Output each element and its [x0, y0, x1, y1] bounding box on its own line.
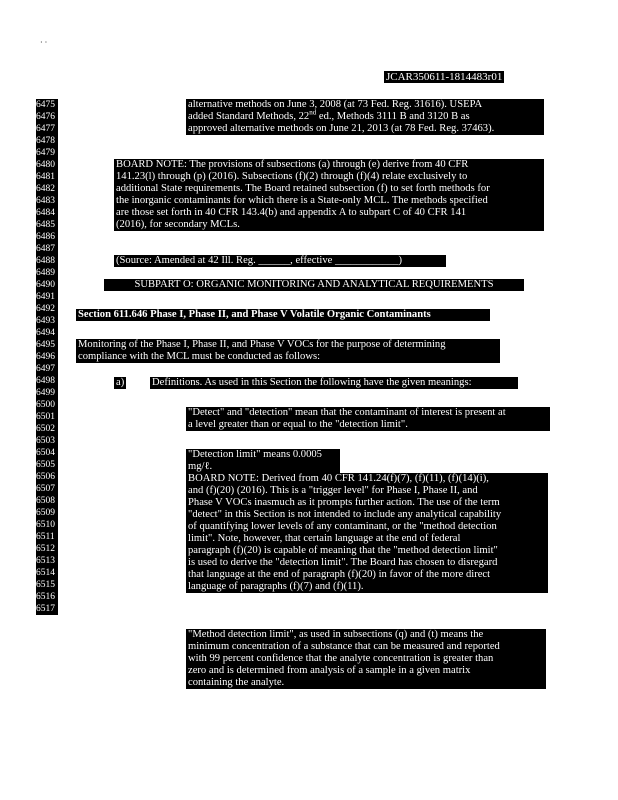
subpart-heading: SUBPART O: ORGANIC MONITORING AND ANALYTICAL REQUIREMENTS: [104, 279, 524, 291]
line-number: 6500: [36, 399, 58, 411]
text-line: paragraph (f)(20) is capable of meaning that the "method detection limit": [188, 545, 498, 556]
docket-code: JCAR350611-1814483r01: [386, 71, 503, 83]
text-line: added Standard Methods, 22nd ed., Methods 3111 B and 3120 B as: [188, 108, 470, 122]
text-line: additional State requirements. The Board retained subsection (f) to set forth methods for: [116, 183, 490, 194]
text-line: and (f)(20) (2016). This is a "trigger level" for Phase I, Phase II, and: [188, 485, 478, 496]
text-line: alternative methods on June 3, 2008 (at 73 Fed. Reg. 31616). USEPA: [188, 99, 483, 110]
line-number: 6507: [36, 483, 58, 495]
line-number: 6476: [36, 111, 58, 123]
line-number: 6493: [36, 315, 58, 327]
detection-limit-definition: "Detection limit" means 0.0005 mg/ℓ.: [186, 449, 340, 473]
text-line: is used to derive the "detection limit". The Board has chosen to disregard: [188, 557, 498, 568]
line-number: 6487: [36, 243, 58, 255]
line-number: 6516: [36, 591, 58, 603]
text-line: BOARD NOTE: The provisions of subsections (a) through (e) derive from 40 CFR: [116, 159, 469, 170]
text-line: limit". Note, however, that certain language at the end of federal: [188, 533, 461, 544]
text-line: a level greater than or equal to the "detection limit".: [188, 419, 408, 430]
board-note-detection: [186, 473, 548, 593]
line-number: 6478: [36, 135, 58, 147]
text-line: "detect" in this Section is not intended to include any analytical capability: [188, 509, 502, 520]
text-line: (2016), for secondary MCLs.: [116, 219, 240, 230]
line-number: 6488: [36, 255, 58, 267]
line-number: 6495: [36, 339, 58, 351]
text-line: zero and is determined from analysis of a sample in a given matrix: [188, 665, 471, 676]
text-line: compliance with the MCL must be conducted as follows:: [78, 351, 321, 362]
item-a-label: a): [116, 377, 125, 388]
section-heading: Section 611.646 Phase I, Phase II, and Phase V Volatile Organic Contaminants: [76, 309, 490, 321]
line-number: 6480: [36, 159, 58, 171]
line-number: 6515: [36, 579, 58, 591]
line-number: 6484: [36, 207, 58, 219]
line-number: 6486: [36, 231, 58, 243]
alt-methods-block: [186, 99, 544, 135]
line-number: 6503: [36, 435, 58, 447]
line-number: 6498: [36, 375, 58, 387]
line-number: 6482: [36, 183, 58, 195]
text-line: language of paragraphs (f)(7) and (f)(11).: [188, 581, 364, 592]
item-a-definitions: Definitions. As used in this Section the following have the given meanings:: [150, 377, 518, 389]
text-line: containing the analyte.: [188, 677, 285, 688]
line-number: 6490: [36, 279, 58, 291]
line-number: 6511: [36, 531, 58, 543]
method-detection-limit-definition: [186, 629, 546, 689]
line-number: 6510: [36, 519, 58, 531]
line-number: 6509: [36, 507, 58, 519]
line-number: 6492: [36, 303, 58, 315]
text-line: approved alternative methods on June 21, 2013 (at 78 Fed. Reg. 37463).: [188, 123, 495, 134]
line-number: 6505: [36, 459, 58, 471]
line-number: 6506: [36, 471, 58, 483]
line-number: 6489: [36, 267, 58, 279]
text-line: Phase V VOCs inasmuch as it prompts further action. The use of the term: [188, 497, 500, 508]
text-line: that language at the end of paragraph (f)(20) in favor of the more direct: [188, 569, 491, 580]
line-number: 6477: [36, 123, 58, 135]
board-note-inorganic: [114, 159, 544, 231]
line-number: 6502: [36, 423, 58, 435]
line-number: 6491: [36, 291, 58, 303]
scan-specks: · ·: [40, 38, 48, 47]
line-number: 6504: [36, 447, 58, 459]
line-number: 6497: [36, 363, 58, 375]
text-line: Monitoring of the Phase I, Phase II, and Phase V VOCs for the purpose of determining: [78, 339, 446, 350]
line-number: 6513: [36, 555, 58, 567]
line-number: 6483: [36, 195, 58, 207]
text-line: "Detect" and "detection" mean that the contaminant of interest is present at: [188, 407, 506, 418]
line-number: 6501: [36, 411, 58, 423]
line-number: 6485: [36, 219, 58, 231]
detect-definition: [186, 407, 550, 431]
line-number: 6496: [36, 351, 58, 363]
source-note: (Source: Amended at 42 Ill. Reg. ______, effective ____________): [114, 255, 446, 267]
text-line: BOARD NOTE: Derived from 40 CFR 141.24(f)(7), (f)(11), (f)(14)(i),: [188, 473, 489, 484]
intro-paragraph: [76, 339, 500, 363]
text-line: "Method detection limit", as used in subsections (q) and (t) means the: [188, 629, 484, 640]
line-number: 6508: [36, 495, 58, 507]
text-line: of quantifying lower levels of any contaminant, or the "method detection: [188, 521, 497, 532]
line-number: 6475: [36, 99, 58, 111]
line-number: 6499: [36, 387, 58, 399]
line-number: 6512: [36, 543, 58, 555]
text-line: 141.23(l) through (p) (2016). Subsections (f)(2) through (f)(4) relate exclusively to: [116, 171, 468, 182]
text-line: the inorganic contaminants for which there is a State-only MCL. The methods specified: [116, 195, 488, 206]
line-number: 6481: [36, 171, 58, 183]
line-number: 6494: [36, 327, 58, 339]
text-line: with 99 percent confidence that the analyte concentration is greater than: [188, 653, 494, 664]
text-line: are those set forth in 40 CFR 143.4(b) and appendix A to subpart C of 40 CFR 141: [116, 207, 467, 218]
line-number: 6514: [36, 567, 58, 579]
text-line: minimum concentration of a substance that can be measured and reported: [188, 641, 500, 652]
line-number: 6517: [36, 603, 58, 615]
line-number: 6479: [36, 147, 58, 159]
